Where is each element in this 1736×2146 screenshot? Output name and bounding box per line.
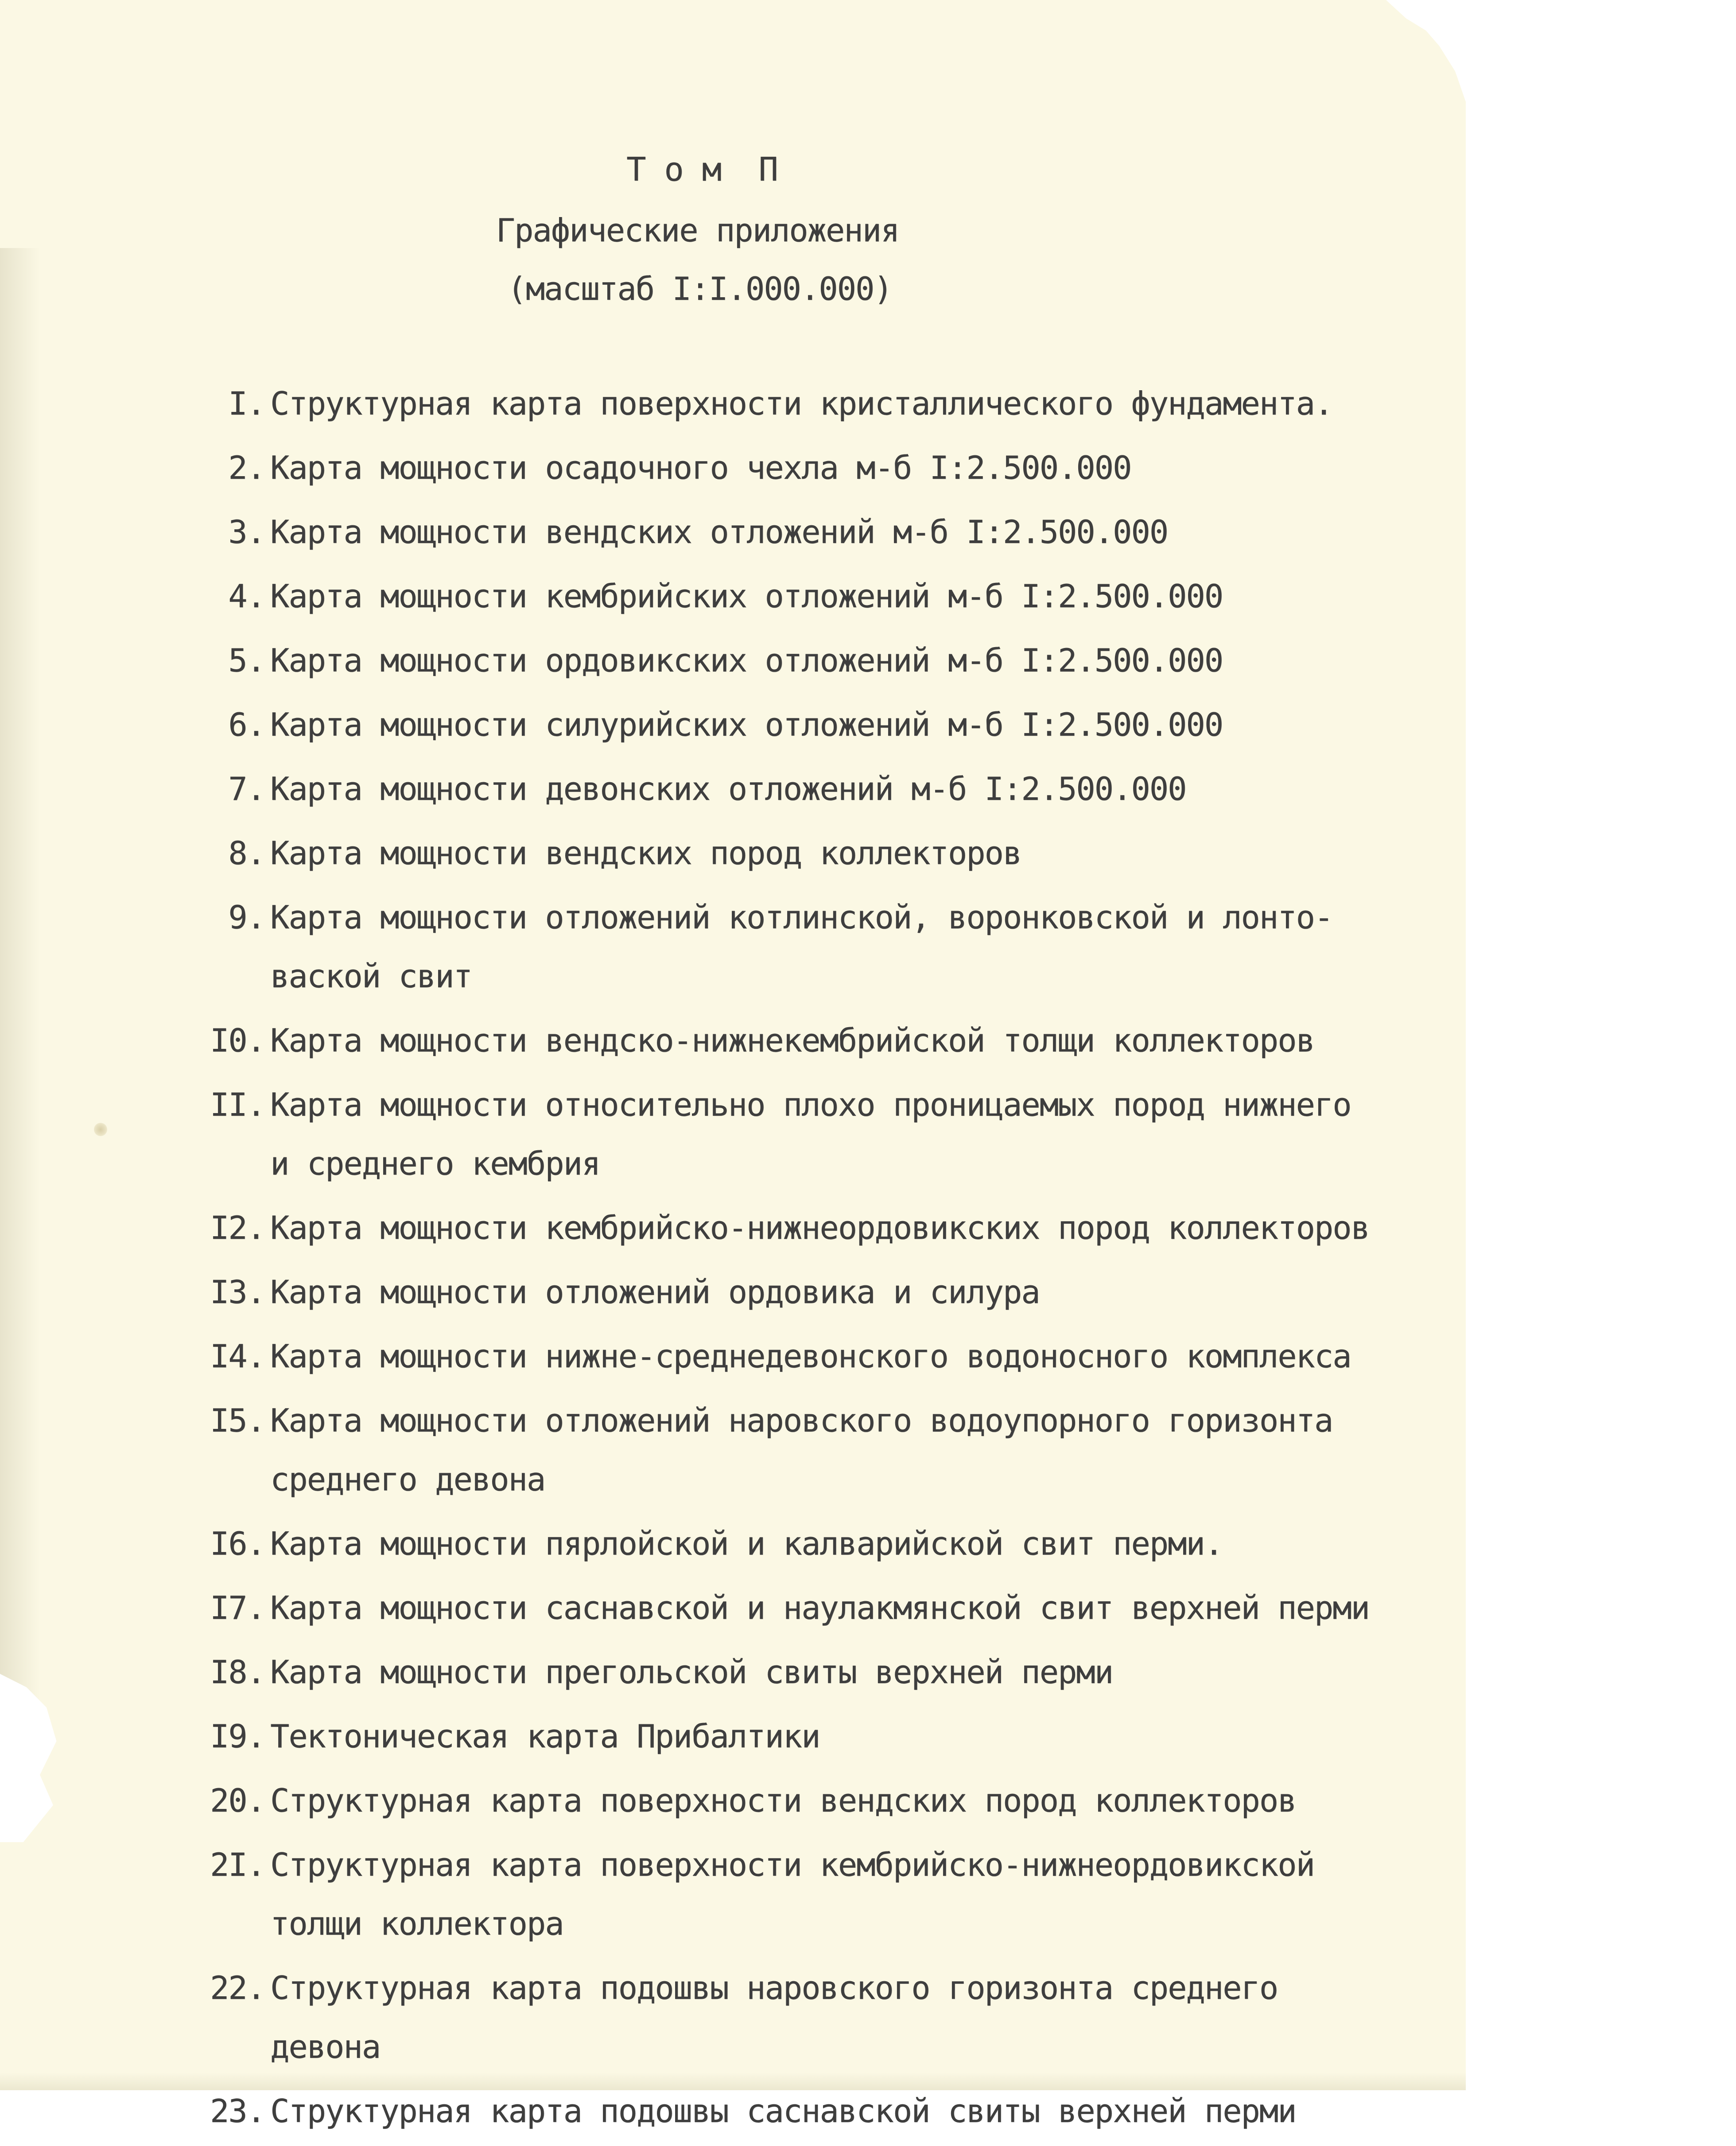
list-item-text <box>270 695 1736 754</box>
list-item-number: I0. <box>210 1022 265 1059</box>
list-item-line: Карта мощности нижне-среднедевонского водоносного комплекса <box>270 1338 1351 1375</box>
list-item-text <box>270 1579 1736 1638</box>
list-item-text <box>270 1011 1736 1070</box>
scale-note: (масштаб I:I.000.000) <box>507 270 892 307</box>
list-item-line: Карта мощности саснавской и наулакмянской свит верхней перми <box>270 1589 1369 1626</box>
list-item <box>0 1011 1466 1070</box>
list-item-text <box>270 1327 1736 1386</box>
list-item-line: Карта мощности кембрийских отложений м-б I:2.500.000 <box>270 578 1223 615</box>
list-item-line: Карта мощности девонских отложений м-б I:2.500.000 <box>270 770 1186 807</box>
list-item-number: 2I. <box>210 1846 265 1883</box>
list-item-number: 20. <box>210 1782 265 1819</box>
list-item-text <box>270 1959 1736 2076</box>
list-item <box>0 1959 1466 2076</box>
list-item <box>0 1199 1466 1257</box>
list-item-text <box>270 1771 1736 1830</box>
list-item-number: 4. <box>228 578 265 615</box>
list-item-text <box>270 1391 1736 1509</box>
torn-corner-top-right <box>1333 0 1466 102</box>
list-item-line: Структурная карта подошвы наровского горизонта среднего <box>270 1969 1278 2006</box>
list-item-text <box>270 567 1736 626</box>
list-item-number: 7. <box>228 770 265 807</box>
list-item <box>0 1771 1466 1830</box>
list-item-text <box>270 760 1736 819</box>
list-item-number: 6. <box>228 706 265 743</box>
list-item <box>0 1327 1466 1386</box>
list-item-number: 5. <box>228 642 265 679</box>
list-item-text <box>270 1075 1736 1193</box>
list-item-line: Карта мощности отложений котлинской, воронковской и лонто- <box>270 899 1333 936</box>
list-item-text <box>270 1514 1736 1573</box>
volume-heading <box>0 151 1435 189</box>
list-item-text <box>270 1707 1736 1766</box>
list-item-line: Карта мощности вендско-нижнекембрийской толщи коллекторов <box>270 1022 1314 1059</box>
list-item <box>0 1391 1466 1509</box>
list-item-line: среднего девона <box>270 1461 545 1498</box>
list-item-text <box>270 1263 1736 1322</box>
list-item-number: 9. <box>228 899 265 936</box>
list-item-text <box>270 439 1736 497</box>
list-item-line: Карта мощности пярлойской и калварийской свит перми. <box>270 1525 1223 1562</box>
list-item <box>0 439 1466 497</box>
list-item-line: Структурная карта поверхности кембрийско-нижнеордовикской <box>270 1846 1314 1883</box>
list-item <box>0 1579 1466 1638</box>
list-item-number: I6. <box>210 1525 265 1562</box>
list-item-line: Карта мощности вендских отложений м-б I:2.500.000 <box>270 513 1168 551</box>
list-item-line: Карта мощности отложений ордовика и силура <box>270 1273 1040 1311</box>
list-item <box>0 760 1466 819</box>
list-item-line: Структурная карта поверхности вендских пород коллекторов <box>270 1782 1296 1819</box>
list-item-line: Карта мощности осадочного чехла м-б I:2.500.000 <box>270 449 1131 486</box>
list-item <box>0 1263 1466 1322</box>
volume-label: Том <box>626 151 740 189</box>
list-item-line: девона <box>270 2028 381 2065</box>
list-item-line: Карта мощности ордовикских отложений м-б I:2.500.000 <box>270 642 1223 679</box>
list-item-line: Карта мощности вендских пород коллекторов <box>270 834 1021 872</box>
list-item-text <box>270 1199 1736 1257</box>
list-item-number: 23. <box>210 2092 265 2130</box>
appendix-list <box>0 374 1466 2146</box>
list-item <box>0 1836 1466 1953</box>
list-item-number: I8. <box>210 1653 265 1691</box>
list-item-number: 3. <box>228 513 265 551</box>
list-item-line: и среднего кембрия <box>270 1145 600 1182</box>
list-item <box>0 695 1466 754</box>
list-item-number: 8. <box>228 834 265 872</box>
list-item-text <box>270 1836 1736 1953</box>
list-item <box>0 567 1466 626</box>
list-item-text <box>270 888 1736 1006</box>
list-item <box>0 1075 1466 1193</box>
list-item <box>0 1514 1466 1573</box>
list-item <box>0 631 1466 690</box>
list-item-line: Карта мощности относительно плохо проницаемых пород нижнего <box>270 1086 1351 1123</box>
list-item <box>0 824 1466 883</box>
list-item <box>0 374 1466 433</box>
list-item <box>0 2082 1466 2141</box>
list-item-number: I7. <box>210 1589 265 1626</box>
list-item-number: II. <box>210 1086 265 1123</box>
list-item-line: Карта мощности кембрийско-нижнеордовикских пород коллекторов <box>270 1209 1369 1246</box>
list-item-number: I. <box>228 385 265 422</box>
list-item-line: Тектоническая карта Прибалтики <box>270 1718 820 1755</box>
list-item-text <box>270 374 1736 433</box>
list-item-number: I9. <box>210 1718 265 1755</box>
list-item-number: I4. <box>210 1338 265 1375</box>
list-item-text <box>270 824 1736 883</box>
list-item-number: I2. <box>210 1209 265 1246</box>
section-title: Графические приложения <box>496 212 899 249</box>
list-item <box>0 888 1466 1006</box>
list-item-text <box>270 1643 1736 1702</box>
list-item-text <box>270 631 1736 690</box>
list-item-text <box>270 2082 1736 2141</box>
volume-number: П <box>758 151 777 189</box>
list-item-number: I5. <box>210 1402 265 1439</box>
list-item <box>0 1707 1466 1766</box>
list-item-number: 2. <box>228 449 265 486</box>
list-item <box>0 503 1466 562</box>
list-item-line: Структурная карта поверхности кристаллического фундамента. <box>270 385 1333 422</box>
list-item-text <box>270 503 1736 562</box>
list-item-line: ваской свит <box>270 958 472 995</box>
list-item-line: Структурная карта подошвы саснавской свиты верхней перми <box>270 2092 1296 2130</box>
list-item-line: Карта мощности прегольской свиты верхней перми <box>270 1653 1113 1691</box>
list-item-line: Карта мощности отложений наровского водоупорного горизонта <box>270 1402 1333 1439</box>
list-item <box>0 1643 1466 1702</box>
list-item-line: толщи коллектора <box>270 1905 563 1942</box>
list-item-number: 22. <box>210 1969 265 2006</box>
list-item-line: Карта мощности силурийских отложений м-б I:2.500.000 <box>270 706 1223 743</box>
list-item-number: I3. <box>210 1273 265 1311</box>
